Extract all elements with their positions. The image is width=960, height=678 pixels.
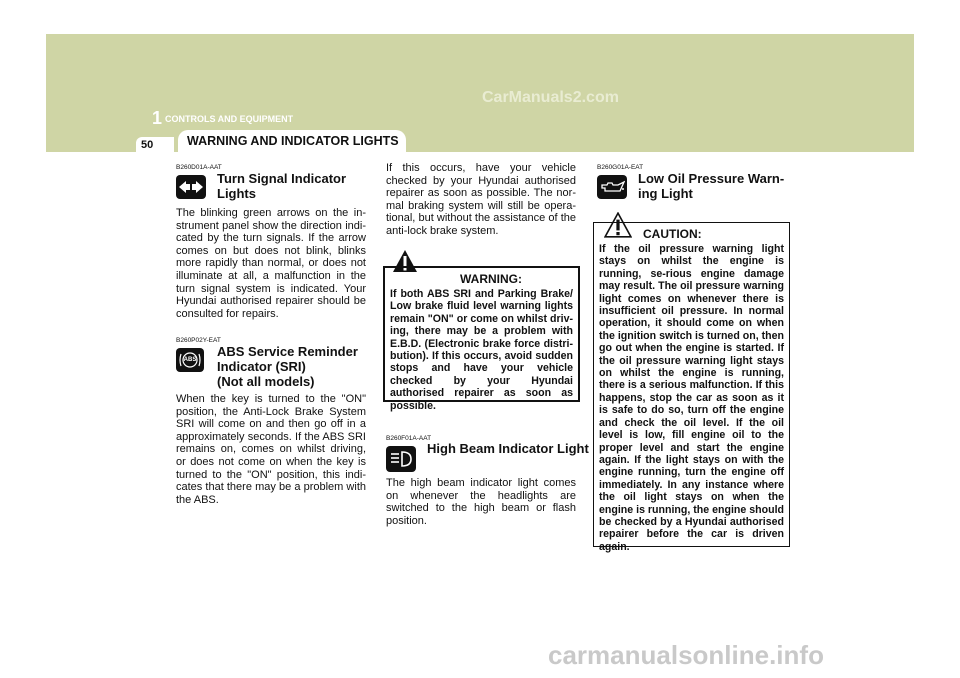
page-number: 50 (141, 139, 154, 151)
warning-text: If both ABS SRI and Parking Brake/ Low brake fluid level warning lights remain "ON" or come on whilst driv-ing, there may be a problem with E.B.D. (Electronic brake force distri-bution). If this occurs, avoid sudden stops and have your vehicle checked by your Hyundai authorised repairer as soon as possible. (390, 288, 573, 412)
high-beam-heading: High Beam Indicator Light (427, 441, 589, 456)
oil-pressure-heading (638, 171, 784, 201)
oil-heading-line2: ing Light (638, 186, 693, 201)
watermark-bottom[interactable]: carmanualsonline.info (548, 640, 824, 670)
abs-heading-line3: (Not all models) (217, 374, 315, 389)
abs-icon (176, 348, 204, 372)
oil-heading-line1: Low Oil Pressure Warn- (638, 171, 785, 186)
chapter-number: 1 (152, 108, 163, 128)
turn-signal-arrows-icon (176, 175, 206, 199)
caution-title: CAUTION: (643, 227, 702, 241)
oil-can-icon (597, 175, 627, 199)
warning-title: WARNING: (460, 272, 522, 286)
abs-heading (217, 344, 358, 389)
warning-box (383, 266, 580, 412)
caution-text: If the oil pressure warning light stays on whilst the engine is running, se-rious engine damage may result. The oil pressure warning light comes on whenever there is insufficient oil pressure. In normal operation, it should come on when the ignition switch is turned on, then go out when the engine is started. If the oil pressure warning light stays on whilst the engine is running, there is a serious malfunction. If this happens, stop the car as soon as it is safe to do so, turn off the engine and check the oil level. If the oil level is low, fill engine oil to the proper level and start the engine again. If the light stays on with the engine running, turn the engine off immediately. In any instance where the oil light stays on when the engine is running, the engine should be checked by a Hyundai authorised repairer before the car is driven again. (599, 243, 784, 553)
oil-pressure-code: B260G01A-EAT (597, 164, 644, 171)
abs-code: B260P02Y-EAT (176, 337, 221, 344)
abs-heading-line2: Indicator (SRI) (217, 359, 306, 374)
abs-heading-line1: ABS Service Reminder (217, 344, 358, 359)
high-beam-code: B260F01A-AAT (386, 435, 432, 442)
abs-body: When the key is turned to the "ON" position, the Anti-Lock Brake System SRI will come on and then go off in a approximately seconds. If the ABS SRI remains on, comes on whilst driving, or does not come on when the key is turned to the "ON" position, this indi-cates that there may be a problem with the ABS. (176, 393, 366, 506)
turn-signal-heading-line2: Lights (217, 186, 256, 201)
section-title: WARNING AND INDICATOR LIGHTS (187, 134, 399, 148)
abs-intro-continued: If this occurs, have your vehicle checked by your Hyundai authorised repairer as soon as possible. The nor-mal braking system will still be opera-tional, but without the assistance of the anti-lock brake system. (386, 162, 576, 237)
caution-box (593, 222, 790, 553)
watermark-top[interactable]: CarManuals2.com (482, 89, 619, 106)
high-beam-icon (386, 446, 416, 472)
turn-signal-body: The blinking green arrows on the in-strument panel show the direction indi-cated by the turn signals. If the arrow comes on but does not blink, blinks more rapidly than normal, or does not illuminate at all, a malfunction in the turn signal system is indicated. Your Hyundai authorised repairer should be consulted for repairs. (176, 207, 366, 320)
header-band (46, 34, 914, 152)
chapter-title: CONTROLS AND EQUIPMENT (165, 114, 294, 124)
turn-signal-code: B260D01A-AAT (176, 164, 222, 171)
high-beam-body: The high beam indicator light comes on whenever the headlights are switched to the high beam or flash position. (386, 477, 576, 527)
abs-icon-label: ABS (183, 357, 197, 363)
turn-signal-heading-line1: Turn Signal Indicator (217, 171, 347, 186)
turn-signal-heading (217, 171, 346, 201)
